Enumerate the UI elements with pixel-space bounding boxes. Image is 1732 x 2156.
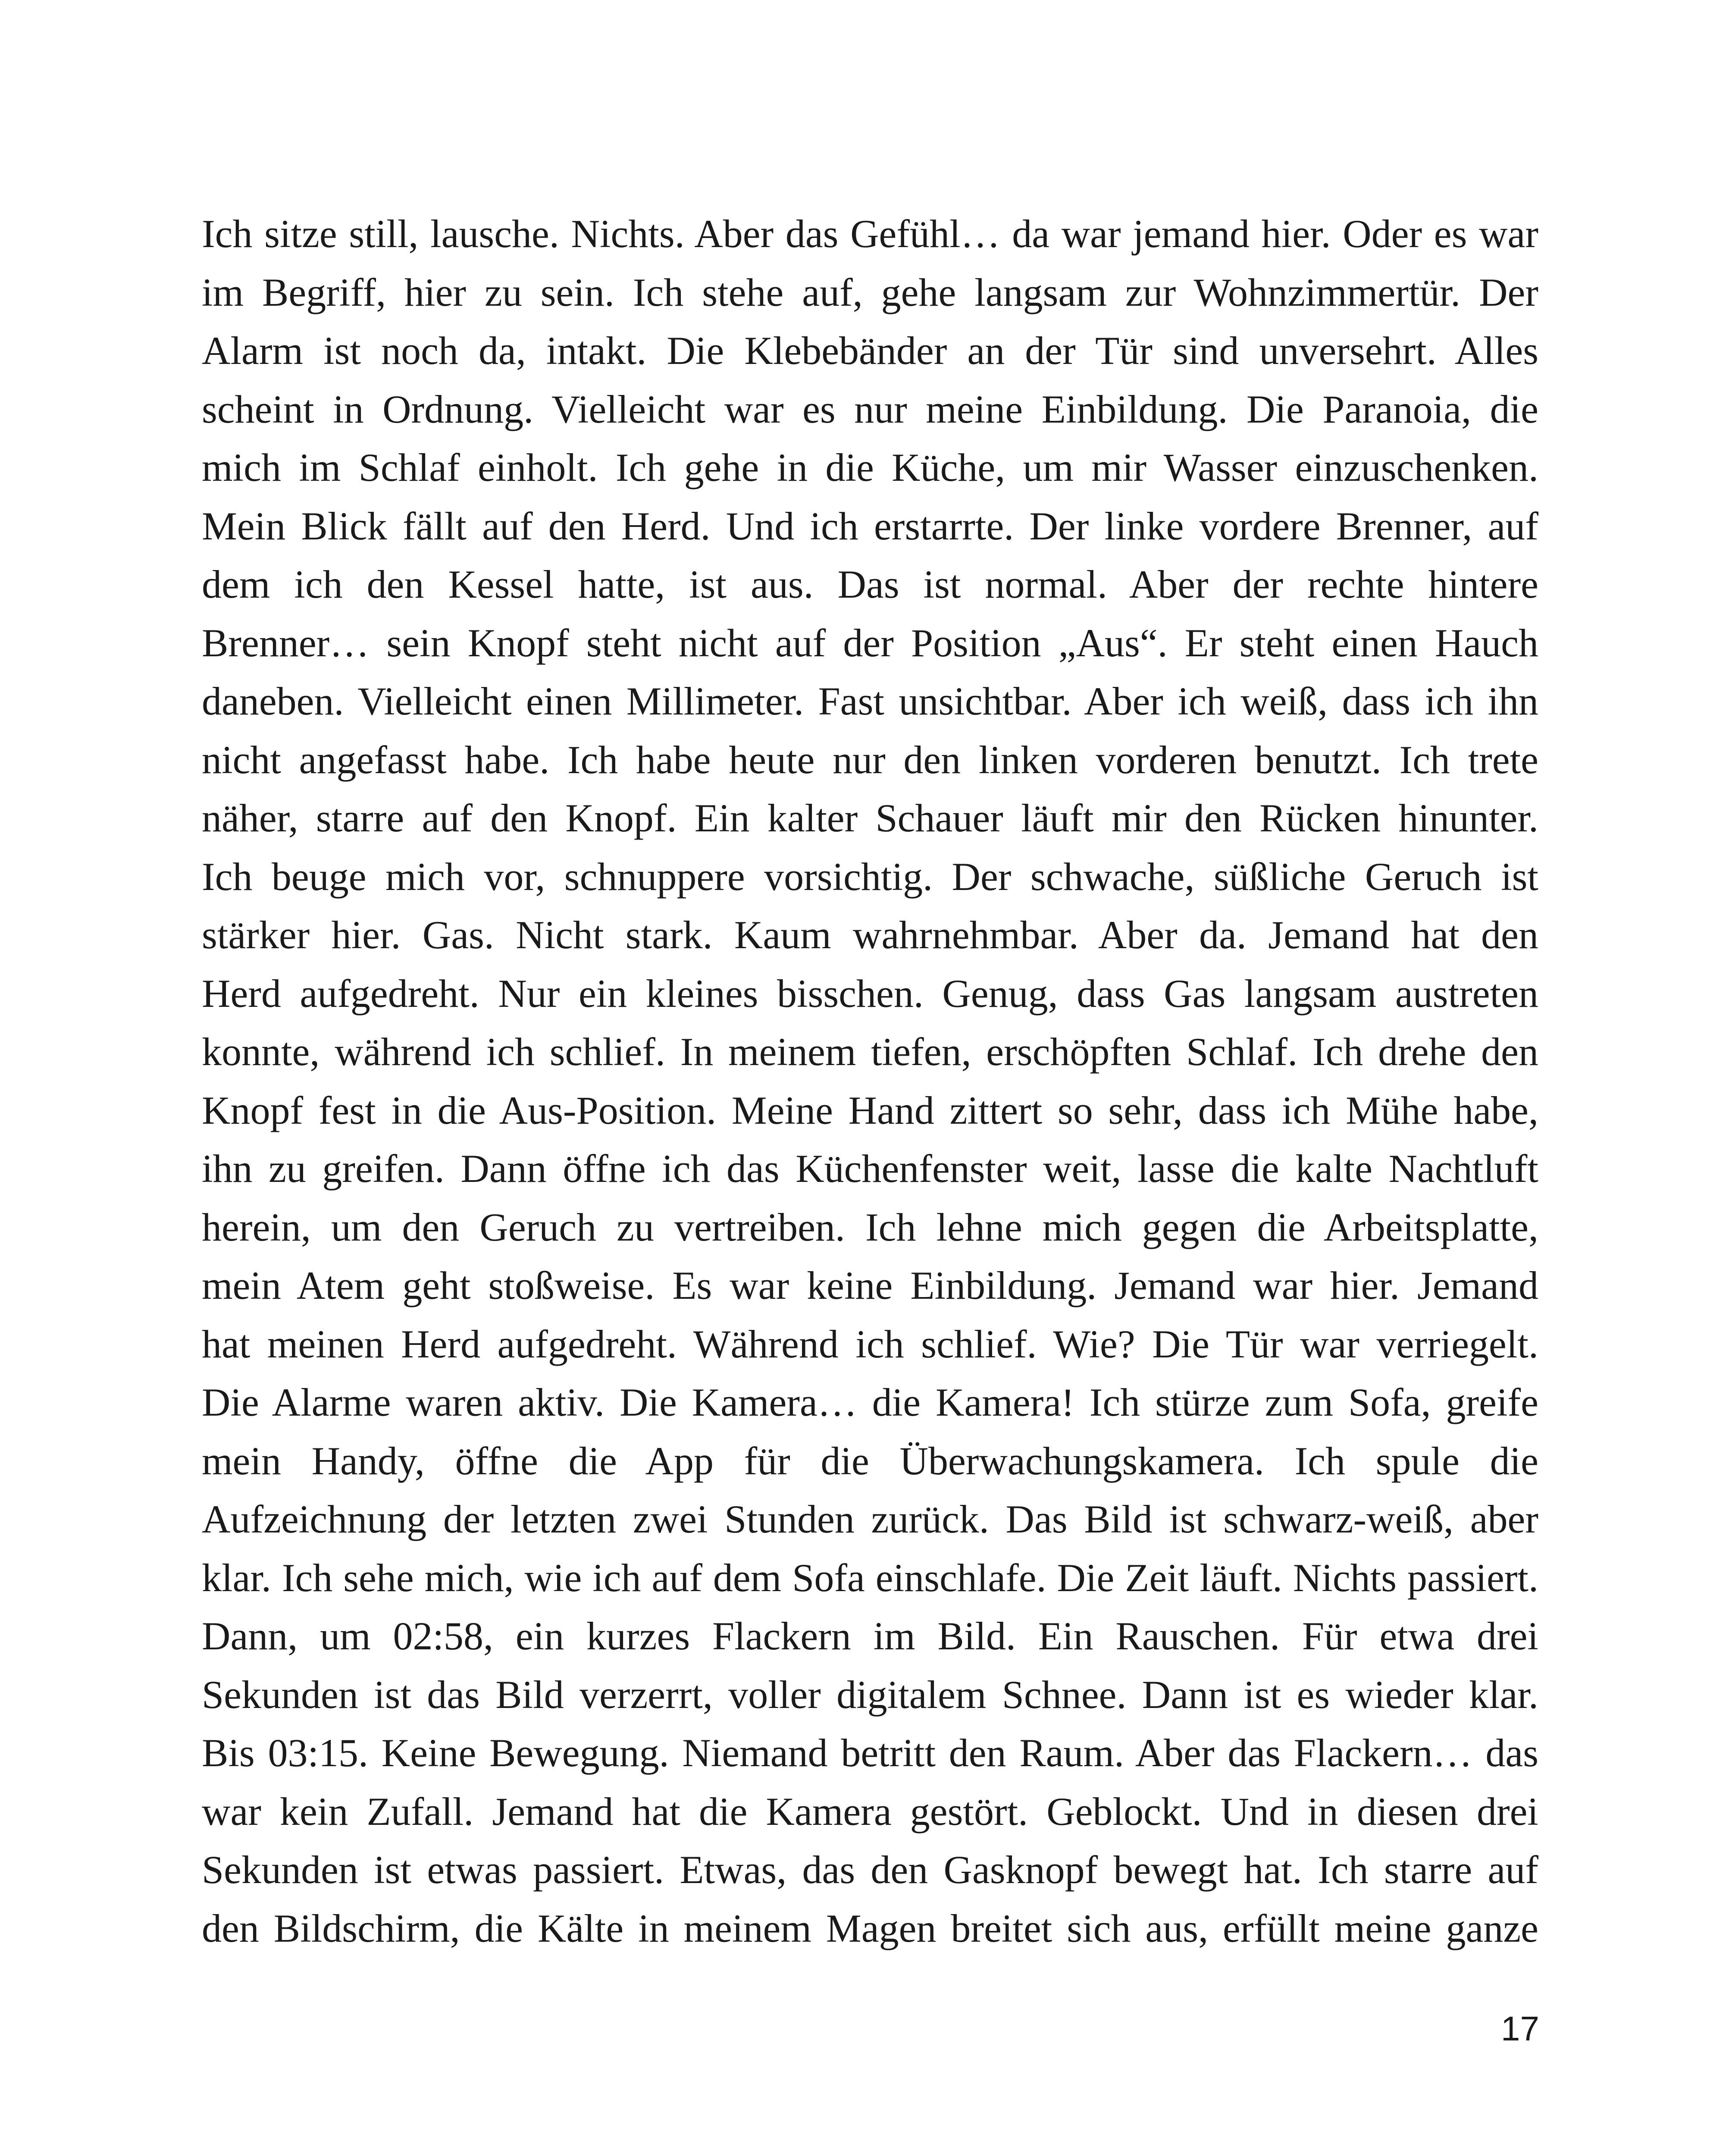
text-line: daneben. Vielleicht einen Millimeter. Fast unsichtbar. Aber ich weiß, dass ich ihn [202, 679, 1538, 723]
text-line: mich im Schlaf einholt. Ich gehe in die Küche, um mir Wasser einzuschenken. [202, 445, 1538, 489]
text-line: konnte, während ich schlief. In meinem tiefen, erschöpften Schlaf. Ich drehe den [202, 1030, 1538, 1074]
text-line: Sekunden ist das Bild verzerrt, voller digitalem Schnee. Dann ist es wieder klar. [202, 1672, 1538, 1717]
text-line: Mein Blick fällt auf den Herd. Und ich erstarrte. Der linke vordere Brenner, auf [202, 504, 1538, 548]
text-line: war kein Zufall. Jemand hat die Kamera gestört. Geblockt. Und in diesen drei [202, 1789, 1538, 1833]
text-line: Bis 03:15. Keine Bewegung. Niemand betritt den Raum. Aber das Flackern… das [202, 1731, 1538, 1775]
text-line: herein, um den Geruch zu vertreiben. Ich lehne mich gegen die Arbeitsplatte, [202, 1205, 1538, 1249]
text-line: im Begriff, hier zu sein. Ich stehe auf, gehe langsam zur Wohnzimmertür. Der [202, 270, 1538, 314]
text-line: Knopf fest in die Aus-Position. Meine Hand zittert so sehr, dass ich Mühe habe, [202, 1088, 1538, 1132]
text-line: Die Alarme waren aktiv. Die Kamera… die Kamera! Ich stürze zum Sofa, greife [202, 1380, 1538, 1424]
text-line: klar. Ich sehe mich, wie ich auf dem Sofa einschlafe. Die Zeit läuft. Nichts passiert. [202, 1555, 1538, 1600]
text-line: Dann, um 02:58, ein kurzes Flackern im Bild. Ein Rauschen. Für etwa drei [202, 1614, 1538, 1658]
page-number: 17 [1501, 2009, 1539, 2048]
text-line: mein Atem geht stoßweise. Es war keine Einbildung. Jemand war hier. Jemand [202, 1263, 1538, 1307]
text-line: hat meinen Herd aufgedreht. Während ich schlief. Wie? Die Tür war verriegelt. [202, 1322, 1538, 1366]
text-line: Alarm ist noch da, intakt. Die Klebebänder an der Tür sind unversehrt. Alles [202, 329, 1538, 373]
text-line: Herd aufgedreht. Nur ein kleines bisschen. Genug, dass Gas langsam austreten [202, 971, 1538, 1015]
text-line: Ich beuge mich vor, schnuppere vorsichtig. Der schwache, süßliche Geruch ist [202, 854, 1538, 899]
text-line: Brenner… sein Knopf steht nicht auf der Position „Aus“. Er steht einen Hauch [202, 620, 1538, 665]
text-line: näher, starre auf den Knopf. Ein kalter Schauer läuft mir den Rücken hinunter. [202, 796, 1538, 840]
text-line: ihn zu greifen. Dann öffne ich das Küchenfenster weit, lasse die kalte Nachtluft [202, 1147, 1538, 1191]
text-line: mein Handy, öffne die App für die Überwachungskamera. Ich spule die [202, 1438, 1538, 1483]
text-line: den Bildschirm, die Kälte in meinem Magen breitet sich aus, erfüllt meine ganze [202, 1906, 1538, 1950]
text-line: stärker hier. Gas. Nicht stark. Kaum wahrnehmbar. Aber da. Jemand hat den [202, 913, 1538, 957]
text-line: dem ich den Kessel hatte, ist aus. Das ist normal. Aber der rechte hintere [202, 562, 1538, 606]
body-paragraph [202, 205, 1538, 1958]
text-line: Sekunden ist etwas passiert. Etwas, das den Gasknopf bewegt hat. Ich starre auf [202, 1848, 1538, 1892]
text-line: Ich sitze still, lausche. Nichts. Aber das Gefühl… da war jemand hier. Oder es war [202, 212, 1538, 256]
text-line: scheint in Ordnung. Vielleicht war es nur meine Einbildung. Die Paranoia, die [202, 387, 1538, 431]
text-line: nicht angefasst habe. Ich habe heute nur den linken vorderen benutzt. Ich trete [202, 737, 1538, 782]
text-line: Aufzeichnung der letzten zwei Stunden zurück. Das Bild ist schwarz-weiß, aber [202, 1497, 1538, 1541]
